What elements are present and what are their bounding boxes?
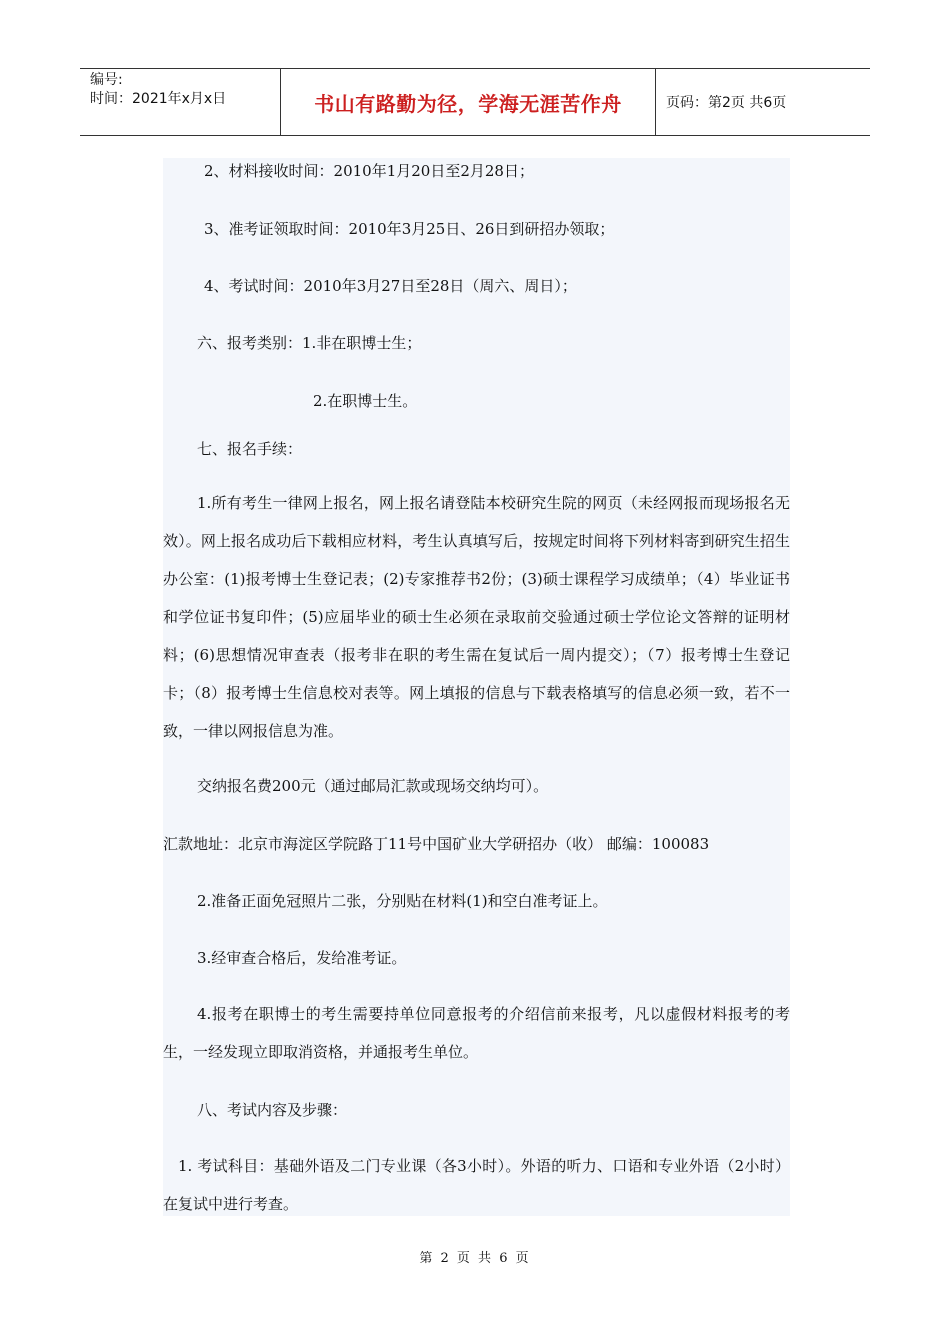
section-heading-exam-content: 八、考试内容及步骤： xyxy=(197,1101,348,1119)
text-line-review: 3.经审查合格后，发给准考证。 xyxy=(197,949,407,967)
page-header xyxy=(80,68,870,136)
paragraph-online-registration: 1.所有考生一律网上报名，网上报名请登陆本校研究生院的网页（未经网报而现场报名无效）。网上报名成功后下载相应材料，考生认真填写后，按规定时间将下列材料寄到研究生招生办公室：(1)报考博士生登记表；(2)专家推荐书2份；(3)硕士课程学习成绩单；（4）毕业证书和学位证书复印件；(5)应届毕业的硕士生必须在录取前交验通过硕士学位论文答辩的证明材料；(6)思想情况审查表（报考非在职的考生需在复试后一周内提交）；（7）报考博士生登记卡；（8）报考博士生信息校对表等。网上填报的信息与下载表格填写的信息必须一致，若不一致，一律以网报信息为准。 xyxy=(163,494,790,740)
text-line-admission-ticket: 3、准考证领取时间：2010年3月25日、26日到研招办领取； xyxy=(204,220,615,238)
time-label: 时间：2021年x月x日 xyxy=(90,91,227,107)
text-line-exam-time: 4、考试时间：2010年3月27日至28日（周六、周日）； xyxy=(204,277,577,295)
document-body xyxy=(163,158,790,1216)
text-line-address: 汇款地址：北京市海淀区学院路丁11号中国矿业大学研招办（收） 邮编：100083 xyxy=(163,835,710,853)
header-motto: 书山有路勤为径，学海无涯苦作舟 xyxy=(281,69,656,135)
paragraph-in-service: 4.报考在职博士的考生需要持单位同意报考的介绍信前来报考，凡以虚假材料报考的考生，一经发现立即取消资格，并通报考生单位。 xyxy=(163,1005,790,1061)
page-footer: 第 2 页 共 6 页 xyxy=(419,1251,531,1266)
text-line-photo: 2.准备正面免冠照片二张，分别贴在材料(1)和空白准考证上。 xyxy=(197,892,608,910)
section-heading-category: 六、报考类别：1.非在职博士生； xyxy=(197,334,422,352)
text-line-category-2: 2.在职博士生。 xyxy=(313,392,418,410)
header-page-info: 页码：第2页 共6页 xyxy=(666,95,787,111)
number-label: 编号: xyxy=(90,72,123,88)
text-line-fee: 交纳报名费200元（通过邮局汇款或现场交纳均可）。 xyxy=(197,777,549,795)
text-line-material-time: 2、材料接收时间：2010年1月20日至2月28日； xyxy=(204,162,534,180)
section-heading-procedure: 七、报名手续： xyxy=(197,440,303,458)
header-meta xyxy=(80,69,281,135)
paragraph-exam-subjects: 1. 考试科目：基础外语及二门专业课（各3小时）。外语的听力、口语和专业外语（2小时）在复试中进行考查。 xyxy=(163,1157,790,1213)
